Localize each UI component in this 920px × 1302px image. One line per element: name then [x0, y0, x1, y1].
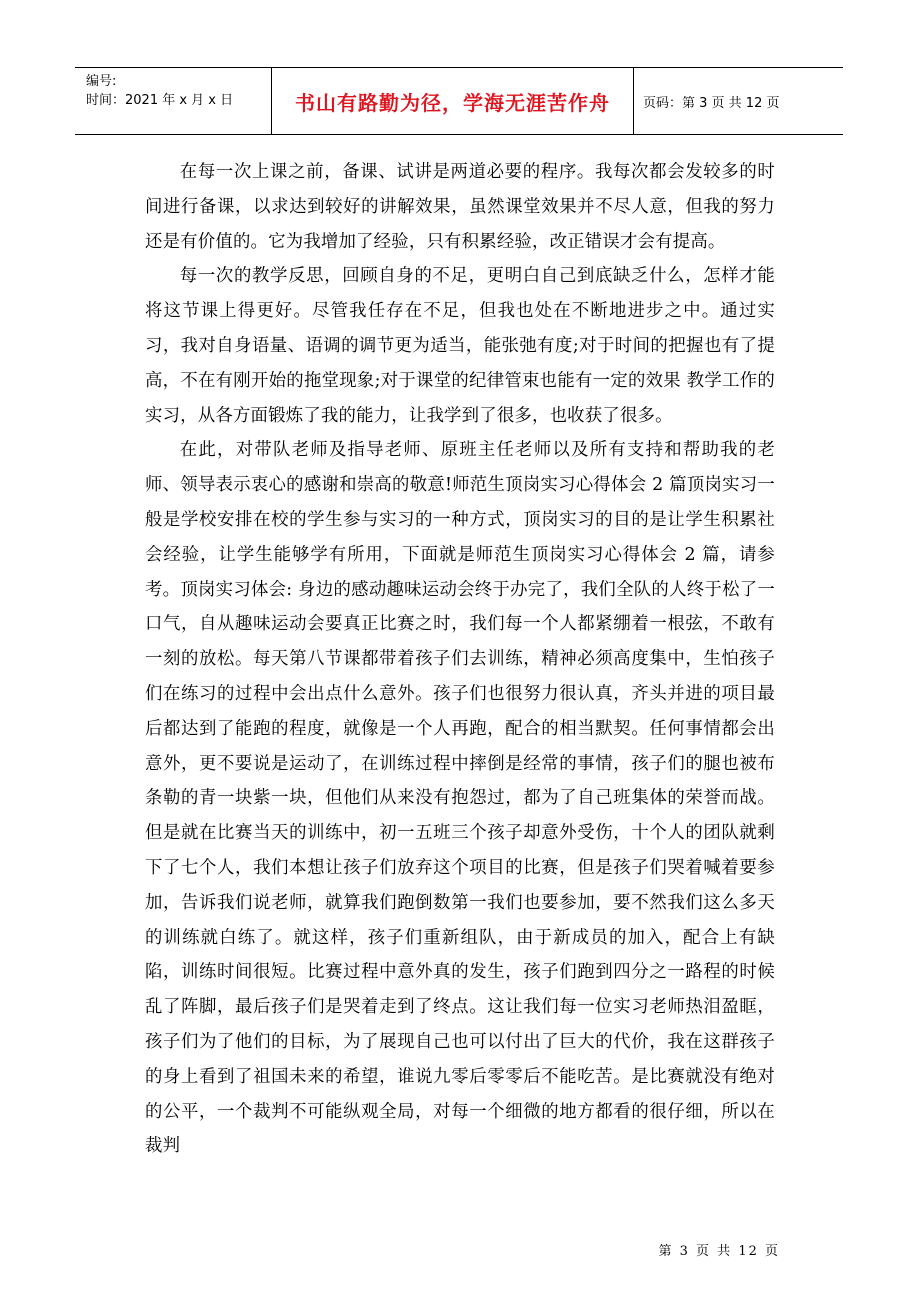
paragraph: 在每一次上课之前，备课、试讲是两道必要的程序。我每次都会发较多的时间进行备课，以求达到较好的讲解效果，虽然课堂效果并不尽人意，但我的努力还是有价值的。它为我增加了经验，只有积累经验，改正错误才会有提高。	[145, 162, 775, 252]
page-header	[75, 67, 843, 135]
page-footer: 第 3 页 共 12 页	[658, 1244, 780, 1259]
header-page-info: 页码：第 3 页 共 12 页	[643, 95, 780, 111]
header-motto: 书山有路勤为径，学海无涯苦作舟	[272, 68, 634, 134]
paragraph: 在此，对带队老师及指导老师、原班主任老师以及所有支持和帮助我的老师、领导表示衷心的感谢和崇高的敬意!师范生顶岗实习心得体会 2 篇顶岗实习一般是学校安排在校的学生参与实习的一种方式，顶岗实习的目的是让学生积累社会经验，让学生能够学有所用，下面就是师范生顶岗实习心得体会 2 篇，请参考。顶岗实习体会: 身边的感动趣味运动会终于办完了，我们全队的人终于松了一口气，自从趣味运动会要真正比赛之时，我们每一个人都紧绷着一根弦，不敢有一刻的放松。每天第八节课都带着孩子们去训练，精神必须高度集中，生怕孩子们在练习的过程中会出点什么意外。孩子们也很努力很认真，齐头并进的项目最后都达到了能跑的程度，就像是一个人再跑，配合的相当默契。任何事情都会出意外，更不要说是运动了，在训练过程中摔倒是经常的事情，孩子们的腿也被布条勒的青一块紫一块，但他们从来没有抱怨过，都为了自己班集体的荣誉而战。但是就在比赛当天的训练中，初一五班三个孩子却意外受伤，十个人的团队就剩下了七个人，我们本想让孩子们放弃这个项目的比赛，但是孩子们哭着喊着要参加，告诉我们说老师，就算我们跑倒数第一我们也要参加，要不然我们这么多天的训练就白练了。就这样，孩子们重新组队，由于新成员的加入，配合上有缺陷，训练时间很短。比赛过程中意外真的发生，孩子们跑到四分之一路程的时候乱了阵脚，最后孩子们是哭着走到了终点。这让我们每一位实习老师热泪盈眶，孩子们为了他们的目标，为了展现自己也可以付出了巨大的代价，我在这群孩子的身上看到了祖国未来的希望，谁说九零后零零后不能吃苦。是比赛就没有绝对的公平，一个裁判不可能纵观全局，对每一个细微的地方都看的很仔细，所以在裁判	[145, 440, 775, 1157]
document-number-label: 编号:	[86, 74, 117, 89]
document-date: 时间：2021 年 x 月 x 日	[86, 93, 234, 108]
document-body	[145, 155, 775, 1164]
header-meta	[75, 68, 272, 134]
paragraph: 每一次的教学反思，回顾自身的不足，更明白自己到底缺乏什么，怎样才能将这节课上得更好。尽管我任存在不足，但我也处在不断地进步之中。通过实习，我对自身语量、语调的调节更为适当，能张弛有度;对于时间的把握也有了提高，不在有刚开始的拖堂现象;对于课堂的纪律管束也能有一定的效果 教学工作的实习，从各方面锻炼了我的能力，让我学到了很多，也收获了很多。	[145, 266, 775, 426]
